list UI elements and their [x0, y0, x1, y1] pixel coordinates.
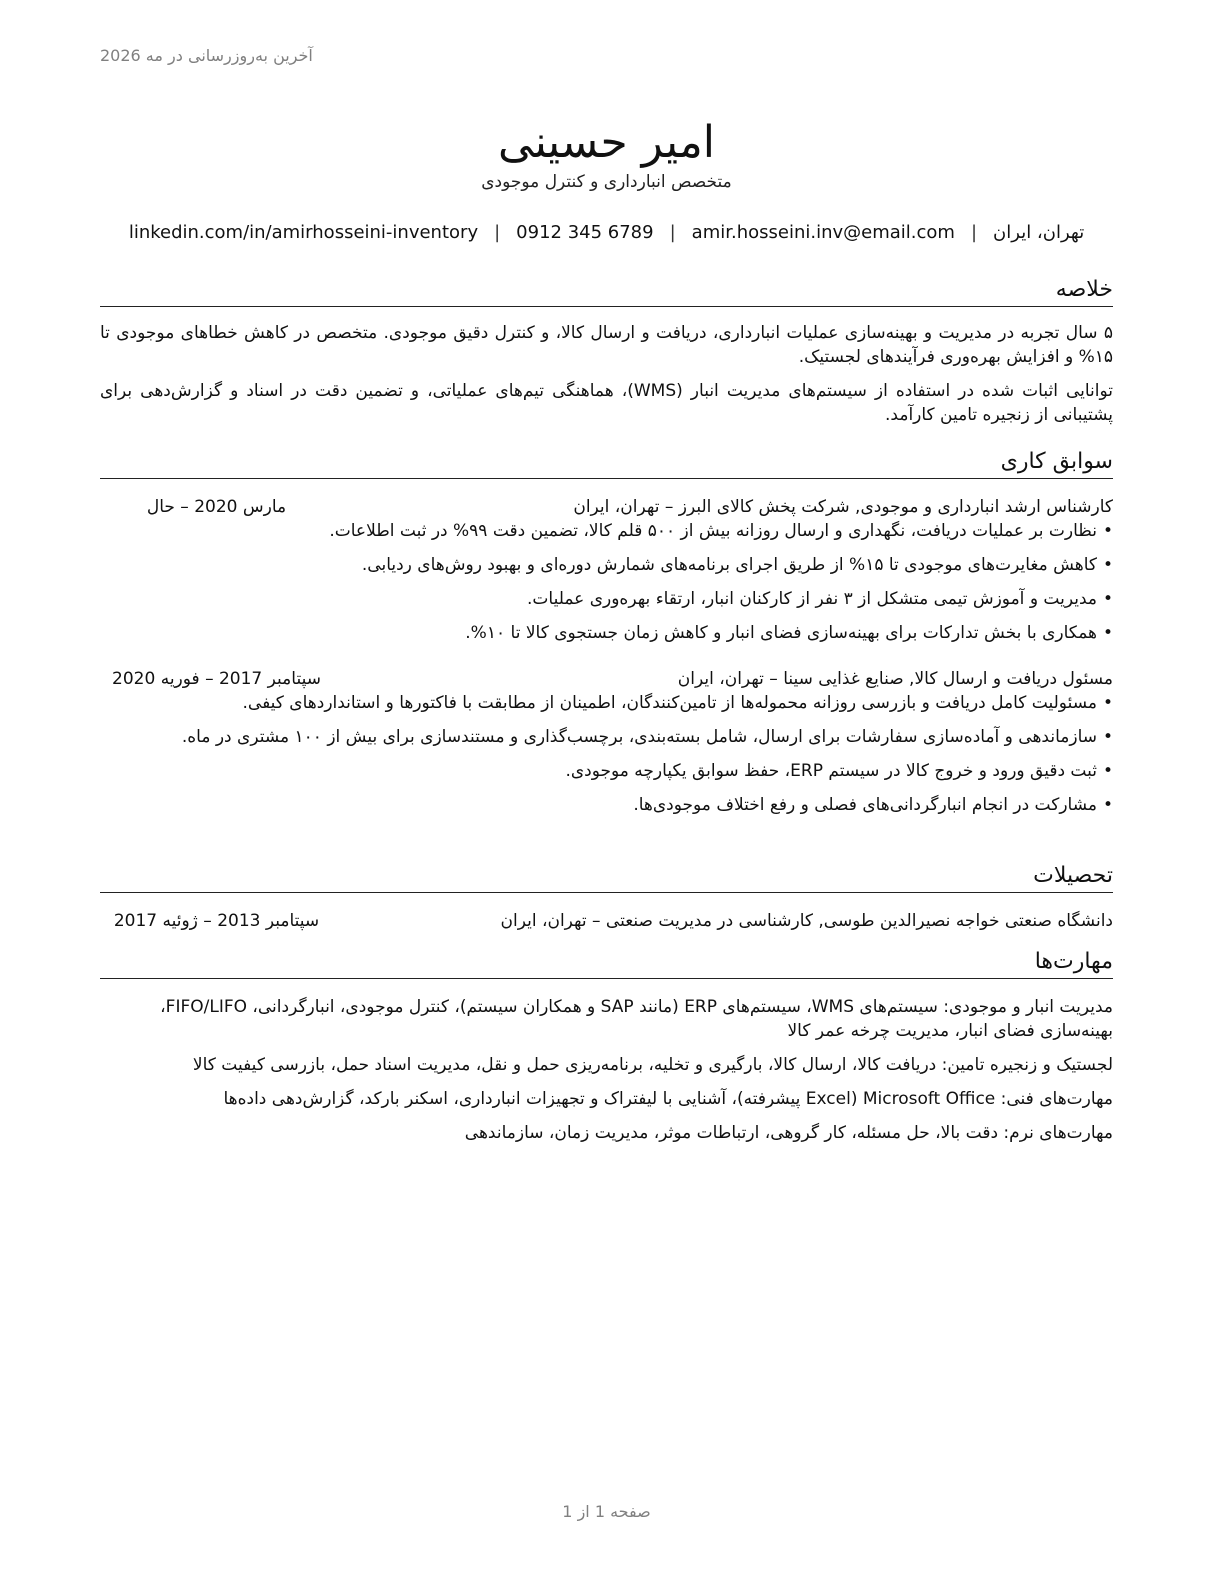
skill-line: مدیریت انبار و موجودی: سیستم‌های WMS، سیستم‌های ERP (مانند SAP و همکاران سیستم)، کنترل موجودی، انبارگردانی، FIFO/LIFO، بهینه‌سازی فضای انبار، مدیریت چرخه عمر کالا: [160, 996, 1113, 1041]
job-header: [100, 667, 1113, 691]
summary-section: [100, 276, 1113, 427]
bullet-dot: •: [1102, 588, 1113, 609]
section-title-summary: خلاصه: [100, 276, 1113, 307]
job-entry: [100, 495, 1113, 655]
job-bullet: [100, 725, 1113, 759]
job-bullet: [100, 621, 1113, 655]
contact-phone: 0912 345 6789: [516, 222, 654, 243]
job-bullet: [100, 587, 1113, 621]
job-bullets: [100, 519, 1113, 655]
page-number: صفحه 1 از 1: [562, 1502, 651, 1521]
job-bullet: [100, 691, 1113, 725]
section-title-education: تحصیلات: [100, 862, 1113, 893]
job-bullet: [100, 759, 1113, 793]
bullet-text: نظارت بر عملیات دریافت، نگهداری و ارسال روزانه بیش از ۵۰۰ قلم کالا، تضمین دقت ۹۹% در ثبت اطلاعات.: [329, 520, 1097, 541]
job-entry: [100, 667, 1113, 827]
bullet-text: سازماندهی و آماده‌سازی سفارشات برای ارسال، شامل بسته‌بندی، برچسب‌گذاری و مستندسازی برای بیش از ۱۰۰ مشتری در ماه.: [181, 726, 1097, 747]
bullet-dot: •: [1102, 692, 1113, 713]
bullet-text: همکاری با بخش تدارکات برای بهینه‌سازی فضای انبار و کاهش زمان جستجوی کالا تا ۱۰%.: [465, 622, 1097, 643]
education-dates: سپتامبر 2013 – ژوئیه 2017: [113, 910, 320, 931]
job-role: کارشناس ارشد انبارداری و موجودی, شرکت پخش کالای البرز – تهران، ایران: [573, 496, 1113, 517]
job-role: مسئول دریافت و ارسال کالا, صنایع غذایی سینا – تهران، ایران: [677, 668, 1113, 689]
resume-page: [100, 0, 1113, 1584]
contact-location: تهران، ایران: [993, 222, 1085, 243]
bullet-dot: •: [1102, 520, 1113, 541]
job-title: متخصص انبارداری و کنترل موجودی: [481, 172, 732, 192]
bullet-dot: •: [1102, 794, 1113, 815]
job-dates: سپتامبر 2017 – فوریه 2020: [112, 668, 321, 689]
contact-separator: |: [669, 222, 676, 243]
job-bullets: [100, 691, 1113, 827]
section-title-experience: سوابق کاری: [100, 448, 1113, 479]
candidate-name: امیر حسینی: [497, 117, 715, 169]
skills-section: [100, 948, 1113, 1155]
job-bullet: [100, 553, 1113, 587]
bullet-dot: •: [1102, 554, 1113, 575]
skills-list: [100, 995, 1113, 1145]
education-text: دانشگاه صنعتی خواجه نصیرالدین طوسی, کارشناسی در مدیریت صنعتی – تهران، ایران: [500, 910, 1113, 931]
job-header: [100, 495, 1113, 519]
section-title-skills: مهارت‌ها: [100, 948, 1113, 979]
contact-email[interactable]: amir.hosseini.inv@email.com: [691, 222, 955, 243]
bullet-text: کاهش مغایرت‌های موجودی تا ۱۵% از طریق اجرای برنامه‌های شمارش دوره‌ای و بهبود روش‌های ردیابی.: [361, 554, 1097, 575]
bullet-dot: •: [1102, 760, 1113, 781]
last-updated-note: آخرین به‌روزرسانی در مه 2026: [100, 46, 313, 65]
experience-section: [100, 448, 1113, 827]
skill-line: لجستیک و زنجیره تامین: دریافت کالا، ارسال کالا، بارگیری و تخلیه، برنامه‌ریزی حمل و نقل، مدیریت اسناد حمل، بازرسی کیفیت کالا: [192, 1054, 1113, 1075]
bullet-text: مدیریت و آموزش تیمی متشکل از ۳ نفر از کارکنان انبار، ارتقاء بهره‌وری عملیات.: [526, 588, 1097, 609]
skill-line: مهارت‌های نرم: دقت بالا، حل مسئله، کار گروهی، ارتباطات موثر، مدیریت زمان، سازماندهی: [464, 1122, 1113, 1143]
skill-line: مهارت‌های فنی: Microsoft Office (Excel پیشرفته)، آشنایی با لیفتراک و تجهیزات انبارداری، اسکنر بارکد، گزارش‌دهی داده‌ها: [223, 1088, 1113, 1109]
job-bullet: [100, 519, 1113, 553]
contact-separator: |: [970, 222, 978, 243]
bullet-text: ثبت دقیق ورود و خروج کالا در سیستم ERP، حفظ سوابق یکپارچه موجودی.: [565, 760, 1097, 781]
contact-separator: |: [494, 222, 501, 243]
education-entry: [100, 909, 1113, 933]
job-dates: مارس 2020 – حال: [146, 496, 287, 517]
bullet-text: مسئولیت کامل دریافت و بازرسی روزانه محموله‌ها از تامین‌کنندگان، اطمینان از مطابقت با فاکتورها و استانداردهای کیفی.: [242, 692, 1097, 713]
contact-linkedin[interactable]: linkedin.com/in/amirhosseini-inventory: [128, 222, 479, 243]
summary-paragraph: ۵ سال تجربه در مدیریت و بهینه‌سازی عملیات انبارداری، دریافت و ارسال کالا، و کنترل دقیق موجودی. متخصص در کاهش خطاهای موجودی تا ۱۵% و افزایش بهره‌وری فرآیندهای لجستیک.: [100, 322, 1113, 367]
bullet-text: مشارکت در انجام انبارگردانی‌های فصلی و رفع اختلاف موجودی‌ها.: [633, 794, 1097, 815]
summary-paragraph: توانایی اثبات شده در استفاده از سیستم‌های مدیریت انبار (WMS)، هماهنگی تیم‌های عملیاتی، و تضمین دقت در اسناد و گزارش‌دهی برای پشتیبانی از زنجیره تامین کارآمد.: [100, 380, 1114, 425]
bullet-dot: •: [1102, 726, 1113, 747]
education-section: [100, 862, 1113, 933]
bullet-dot: •: [1102, 622, 1113, 643]
job-bullet: [100, 793, 1113, 827]
contact-line: [90, 222, 1123, 243]
